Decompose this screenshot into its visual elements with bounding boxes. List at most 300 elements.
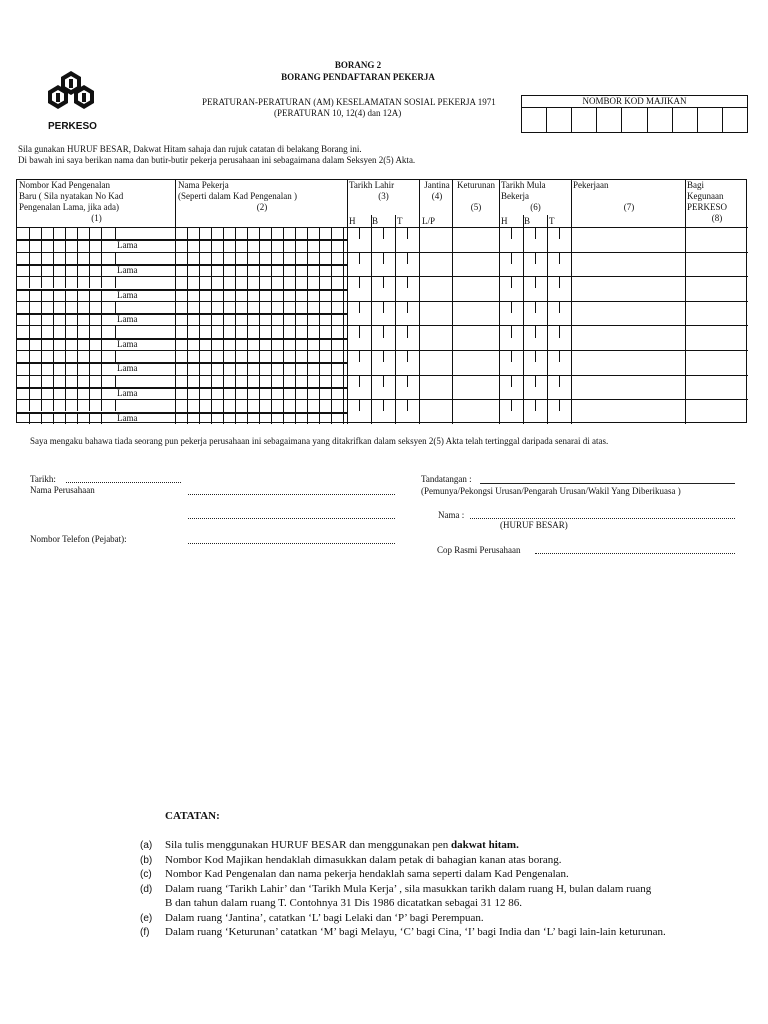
ic-old-cell-divider (89, 313, 90, 325)
ic-cell-divider (53, 350, 54, 362)
ic-old-cell-divider (41, 338, 42, 350)
column-divider (419, 180, 420, 424)
name-cell-divider (319, 276, 320, 301)
name-cell-divider (259, 252, 260, 277)
name-cell-divider (235, 276, 236, 301)
cop-label: Cop Rasmi Perusahaan (437, 545, 521, 555)
tarikh-line[interactable] (66, 482, 181, 483)
cop-line[interactable] (535, 553, 735, 554)
start-sub-divider (547, 227, 548, 252)
name-cell-divider (223, 301, 224, 326)
ic-old-cell-divider (65, 338, 66, 350)
date-header-divider (523, 215, 524, 227)
ic-old-cell-divider (53, 289, 54, 301)
name-cell-divider (319, 325, 320, 350)
ic-cell-divider (29, 227, 30, 239)
col-ic-line: Nombor Kad Pengenalan (19, 180, 110, 190)
dob-digit-divider (359, 301, 360, 313)
nama-line[interactable] (470, 518, 735, 519)
dob-sub-t: T (397, 216, 403, 226)
note-key: (f) (140, 927, 150, 938)
name-cell-divider (211, 276, 212, 301)
ic-cell-divider (65, 325, 66, 337)
note-key: (b) (140, 854, 153, 866)
name-cell-divider (259, 325, 260, 350)
lama-label: Lama (117, 412, 138, 423)
ic-old-cell-divider (89, 338, 90, 350)
dob-digit-divider (407, 252, 408, 264)
ic-old-cell-divider (53, 338, 54, 350)
name-cell-divider (211, 252, 212, 277)
ic-cell-divider (65, 227, 66, 239)
name-cell-divider (343, 301, 344, 326)
col-dob-line: Tarikh Lahir (349, 180, 395, 190)
name-cell-divider (319, 301, 320, 326)
employer-code-cell[interactable] (673, 108, 698, 132)
name-cell-divider (283, 276, 284, 301)
dob-digit-divider (407, 350, 408, 362)
dob-sub-divider (371, 252, 372, 277)
dob-sub-divider (371, 325, 372, 350)
name-cell-divider (307, 325, 308, 350)
name-cell-divider (307, 350, 308, 375)
name-cell-divider (247, 301, 248, 326)
ic-cell-divider (101, 276, 102, 288)
col-ic-line: Pengenalan Lama, jika ada) (19, 202, 119, 212)
row-middle-divider (17, 289, 347, 291)
ic-cell-divider (41, 252, 42, 264)
ic-old-cell-divider (41, 289, 42, 301)
col-gender-header (421, 180, 453, 202)
start-digit-divider (559, 276, 560, 288)
name-cell-divider (343, 399, 344, 424)
name-cell-divider (247, 276, 248, 301)
name-cell-divider (187, 325, 188, 350)
col-name-line: (Seperti dalam Kad Pengenalan ) (178, 191, 297, 201)
dob-sub-divider (395, 399, 396, 424)
row-middle-divider (17, 387, 347, 389)
start-digit-divider (511, 301, 512, 313)
start-sub-divider (547, 350, 548, 375)
name-cell-divider (199, 399, 200, 424)
ic-old-cell-divider (89, 412, 90, 424)
name-cell-divider (343, 375, 344, 400)
column-divider (499, 180, 500, 424)
dob-digit-divider (359, 276, 360, 288)
ic-cell-divider (53, 301, 54, 313)
note-text: Sila tulis menggunakan HURUF BESAR dan menggunakan pen (165, 839, 451, 851)
name-cell-divider (199, 375, 200, 400)
ic-old-cell-divider (77, 313, 78, 325)
ic-cell-divider (65, 350, 66, 362)
name-cell-divider (199, 301, 200, 326)
col-ic-number: (1) (91, 213, 102, 223)
name-cell-divider (211, 325, 212, 350)
name-cell-divider (331, 350, 332, 375)
dob-digit-divider (407, 399, 408, 411)
name-cell-divider (223, 350, 224, 375)
name-cell-divider (247, 350, 248, 375)
name-cell-divider (247, 227, 248, 252)
ic-cell-divider (65, 276, 66, 288)
name-cell-divider (283, 399, 284, 424)
lama-label: Lama (117, 240, 138, 251)
ic-cell-divider (115, 301, 116, 313)
ic-old-cell-divider (77, 387, 78, 399)
ic-cell-divider (115, 325, 116, 337)
ic-cell-divider (65, 252, 66, 264)
ic-old-cell-divider (65, 289, 66, 301)
ic-old-cell-divider (65, 264, 66, 276)
regulation-title: PERATURAN-PERATURAN (AM) KESELAMATAN SOSIAL PEKERJA 1971 (202, 97, 496, 107)
ic-old-cell-divider (101, 387, 102, 399)
start-digit-divider (511, 375, 512, 387)
name-cell-divider (235, 350, 236, 375)
name-cell-divider (319, 375, 320, 400)
start-digit-divider (511, 227, 512, 239)
start-sub-divider (523, 252, 524, 277)
employer-code-box (521, 95, 748, 133)
name-cell-divider (211, 399, 212, 424)
ic-old-cell-divider (89, 264, 90, 276)
name-cell-divider (211, 301, 212, 326)
dob-sub-h: H (349, 216, 356, 226)
ic-old-cell-divider (29, 289, 30, 301)
name-cell-divider (271, 252, 272, 277)
name-cell-divider (223, 375, 224, 400)
start-digit-divider (511, 399, 512, 411)
name-cell-divider (187, 252, 188, 277)
ic-cell-divider (41, 325, 42, 337)
ic-old-cell-divider (65, 313, 66, 325)
ic-cell-divider (115, 227, 116, 239)
ic-old-cell-divider (29, 338, 30, 350)
note-key: (a) (140, 840, 153, 851)
start-sub-divider (523, 325, 524, 350)
name-cell-divider (235, 375, 236, 400)
name-cell-divider (187, 276, 188, 301)
note-text: Dalam ruang ‘Tarikh Lahir’ dan ‘Tarikh Mula Kerja’ , sila masukkan tarikh dalam ruang H, bulan dalam ruang (165, 882, 652, 895)
ic-cell-divider (115, 350, 116, 362)
name-cell-divider (307, 227, 308, 252)
ic-cell-divider (101, 375, 102, 387)
name-cell-divider (331, 399, 332, 424)
name-cell-divider (199, 350, 200, 375)
col-dob-number: (3) (378, 191, 389, 201)
start-digit-divider (535, 375, 536, 387)
dob-sub-divider (395, 325, 396, 350)
lama-label: Lama (117, 363, 138, 374)
lama-label: Lama (117, 387, 138, 398)
start-digit-divider (535, 325, 536, 337)
employer-code-cell[interactable] (648, 108, 673, 132)
ic-old-cell-divider (53, 313, 54, 325)
employer-code-cell[interactable] (597, 108, 622, 132)
name-cell-divider (331, 227, 332, 252)
dob-digit-divider (359, 227, 360, 239)
ic-cell-divider (101, 399, 102, 411)
dob-sub-divider (395, 252, 396, 277)
dob-digit-divider (383, 399, 384, 411)
start-sub-h: H (501, 216, 508, 226)
col-name-number: (2) (256, 202, 268, 212)
employer-code-cell[interactable] (622, 108, 647, 132)
name-cell-divider (343, 350, 344, 375)
col-office-number: (8) (711, 213, 723, 223)
name-cell-divider (307, 375, 308, 400)
ic-old-cell-divider (89, 387, 90, 399)
name-cell-divider (223, 227, 224, 252)
col-gender-number: (4) (431, 191, 443, 201)
col-name-header (178, 180, 346, 213)
ic-cell-divider (89, 350, 90, 362)
row-middle-divider (17, 338, 347, 340)
name-cell-divider (271, 301, 272, 326)
dob-digit-divider (407, 301, 408, 313)
dob-digit-divider (359, 375, 360, 387)
row-middle-divider (17, 362, 347, 364)
name-cell-divider (343, 276, 344, 301)
name-cell-divider (331, 375, 332, 400)
ic-cell-divider (41, 301, 42, 313)
ic-old-cell-divider (65, 239, 66, 251)
name-cell-divider (223, 252, 224, 277)
ic-cell-divider (77, 227, 78, 239)
ic-cell-divider (101, 325, 102, 337)
ic-cell-divider (77, 350, 78, 362)
pemunya-label: (Pemunya/Pekongsi Urusan/Pengarah Urusan/Wakil Yang Diberikuasa ) (421, 486, 681, 496)
col-start-number: (6) (530, 202, 541, 212)
name-cell-divider (343, 325, 344, 350)
ic-old-cell-divider (101, 313, 102, 325)
nama-label: Nama : (438, 510, 465, 520)
tarikh-label: Tarikh: (30, 474, 56, 484)
employer-code-cell[interactable] (547, 108, 572, 132)
nama-perusahaan-label: Nama Perusahaan (30, 485, 95, 495)
name-cell-divider (271, 350, 272, 375)
name-cell-divider (331, 252, 332, 277)
name-cell-divider (223, 325, 224, 350)
ic-cell-divider (77, 375, 78, 387)
note-key: (d) (140, 883, 153, 895)
ic-old-cell-divider (101, 338, 102, 350)
ic-cell-divider (53, 252, 54, 264)
name-cell-divider (271, 375, 272, 400)
dob-digit-divider (407, 227, 408, 239)
ic-old-cell-divider (77, 362, 78, 374)
name-cell-divider (187, 350, 188, 375)
col-job-line: Pekerjaan (573, 180, 609, 190)
employee-table (16, 179, 747, 423)
ic-old-cell-divider (77, 239, 78, 251)
ic-old-cell-divider (41, 387, 42, 399)
start-digit-divider (559, 252, 560, 264)
dob-digit-divider (407, 375, 408, 387)
start-sub-divider (547, 375, 548, 400)
ic-old-cell-divider (53, 264, 54, 276)
ic-old-cell-divider (65, 387, 66, 399)
name-cell-divider (187, 301, 188, 326)
note-text: Nombor Kod Majikan hendaklah dimasukkan dalam petak di bahagian kanan atas borang. (165, 853, 562, 866)
dob-digit-divider (359, 399, 360, 411)
name-cell-divider (187, 375, 188, 400)
name-cell-divider (235, 252, 236, 277)
col-name-line: Nama Pekerja (178, 180, 229, 190)
ic-cell-divider (89, 399, 90, 411)
name-cell-divider (247, 325, 248, 350)
dob-digit-divider (383, 252, 384, 264)
ic-old-cell-divider (101, 412, 102, 424)
ic-cell-divider (115, 252, 116, 264)
note-key: (e) (140, 912, 153, 924)
name-cell-divider (199, 276, 200, 301)
name-cell-divider (259, 301, 260, 326)
name-cell-divider (271, 325, 272, 350)
dob-sub-divider (395, 350, 396, 375)
ic-cell-divider (53, 375, 54, 387)
note-item (140, 838, 740, 853)
telefon-label: Nombor Telefon (Pejabat): (30, 534, 127, 544)
start-sub-divider (523, 276, 524, 301)
nama-perusahaan-line[interactable] (188, 494, 395, 495)
date-header-divider (371, 215, 372, 227)
employer-code-cell[interactable] (572, 108, 597, 132)
start-sub-divider (523, 375, 524, 400)
ic-old-cell-divider (29, 264, 30, 276)
dob-sub-divider (371, 399, 372, 424)
telefon-line[interactable] (188, 543, 395, 544)
name-cell-divider (259, 276, 260, 301)
ic-cell-divider (101, 350, 102, 362)
start-digit-divider (511, 325, 512, 337)
ic-cell-divider (29, 301, 30, 313)
name-cell-divider (211, 375, 212, 400)
name-cell-divider (295, 399, 296, 424)
name-cell-divider (235, 301, 236, 326)
ic-cell-divider (89, 375, 90, 387)
ic-old-cell-divider (89, 239, 90, 251)
ic-old-cell-divider (29, 412, 30, 424)
ic-cell-divider (41, 399, 42, 411)
date-header-divider (395, 215, 396, 227)
ic-old-cell-divider (101, 289, 102, 301)
dob-digit-divider (407, 325, 408, 337)
tandatangan-label: Tandatangan : (421, 474, 472, 484)
name-cell-divider (211, 227, 212, 252)
employer-code-label: NOMBOR KOD MAJIKAN (522, 96, 747, 108)
name-cell-divider (199, 325, 200, 350)
nama-perusahaan-line-2[interactable] (188, 518, 395, 519)
name-cell-divider (259, 375, 260, 400)
ic-old-cell-divider (101, 264, 102, 276)
name-cell-divider (331, 276, 332, 301)
employer-code-cell[interactable] (723, 108, 747, 132)
start-sub-divider (547, 399, 548, 424)
dob-sub-divider (371, 276, 372, 301)
column-divider (685, 180, 686, 424)
note-item (140, 911, 740, 926)
name-cell-divider (283, 325, 284, 350)
start-digit-divider (535, 301, 536, 313)
start-digit-divider (559, 399, 560, 411)
ic-old-cell-divider (101, 239, 102, 251)
dob-digit-divider (383, 350, 384, 362)
col-start-line: Bekerja (501, 191, 529, 201)
start-digit-divider (559, 301, 560, 313)
ic-cell-divider (65, 301, 66, 313)
dob-digit-divider (383, 276, 384, 288)
dob-digit-divider (383, 301, 384, 313)
start-digit-divider (535, 252, 536, 264)
note-item (140, 853, 740, 868)
ic-cell-divider (29, 276, 30, 288)
start-digit-divider (511, 350, 512, 362)
name-cell-divider (295, 276, 296, 301)
ic-cell-divider (89, 301, 90, 313)
tandatangan-line[interactable] (480, 483, 735, 484)
start-digit-divider (511, 252, 512, 264)
name-cell-divider (187, 399, 188, 424)
name-cell-divider (235, 325, 236, 350)
start-sub-divider (547, 301, 548, 326)
ic-old-cell-divider (41, 313, 42, 325)
ic-old-cell-divider (41, 239, 42, 251)
start-digit-divider (535, 276, 536, 288)
row-middle-divider (17, 313, 347, 315)
employer-code-cell[interactable] (522, 108, 547, 132)
dob-sub-b: B (372, 216, 379, 226)
col-race-number: (5) (470, 202, 482, 212)
name-cell-divider (307, 252, 308, 277)
name-cell-divider (259, 399, 260, 424)
ic-cell-divider (53, 276, 54, 288)
name-cell-divider (331, 325, 332, 350)
ic-cell-divider (101, 301, 102, 313)
ic-cell-divider (115, 399, 116, 411)
note-key: (c) (140, 869, 152, 880)
employer-code-cell[interactable] (698, 108, 723, 132)
name-cell-divider (295, 252, 296, 277)
date-header-divider (547, 215, 548, 227)
col-ic-line: Baru ( Sila nyatakan No Kad (19, 191, 124, 201)
name-cell-divider (283, 252, 284, 277)
ic-cell-divider (77, 252, 78, 264)
dob-sub-divider (371, 227, 372, 252)
ic-cell-divider (41, 276, 42, 288)
ic-old-cell-divider (41, 264, 42, 276)
lama-label: Lama (117, 289, 138, 300)
note-bold-text: dakwat hitam. (450, 839, 519, 851)
ic-old-cell-divider (41, 362, 42, 374)
name-cell-divider (247, 252, 248, 277)
dob-sub-divider (371, 375, 372, 400)
name-cell-divider (319, 252, 320, 277)
instruction-line-1: Sila gunakan HURUF BESAR, Dakwat Hitam sahaja dan rujuk catatan di belakang Borang ini. (18, 144, 362, 154)
start-sub-divider (523, 227, 524, 252)
dob-sub-divider (395, 375, 396, 400)
start-sub-divider (523, 399, 524, 424)
note-text: Dalam ruang ‘Keturunan’ catatkan ‘M’ bagi Melayu, ‘C’ bagi Cina, ‘I’ bagi India dan ‘L’ bagi lain-lain keturunan. (165, 926, 666, 938)
row-middle-divider (17, 239, 347, 241)
name-cell-divider (223, 399, 224, 424)
ic-cell-divider (41, 227, 42, 239)
name-cell-divider (271, 227, 272, 252)
ic-cell-divider (65, 375, 66, 387)
form-title: BORANG PENDAFTARAN PEKERJA (281, 72, 435, 82)
column-divider (571, 180, 572, 424)
ic-old-cell-divider (53, 239, 54, 251)
ic-old-cell-divider (65, 362, 66, 374)
